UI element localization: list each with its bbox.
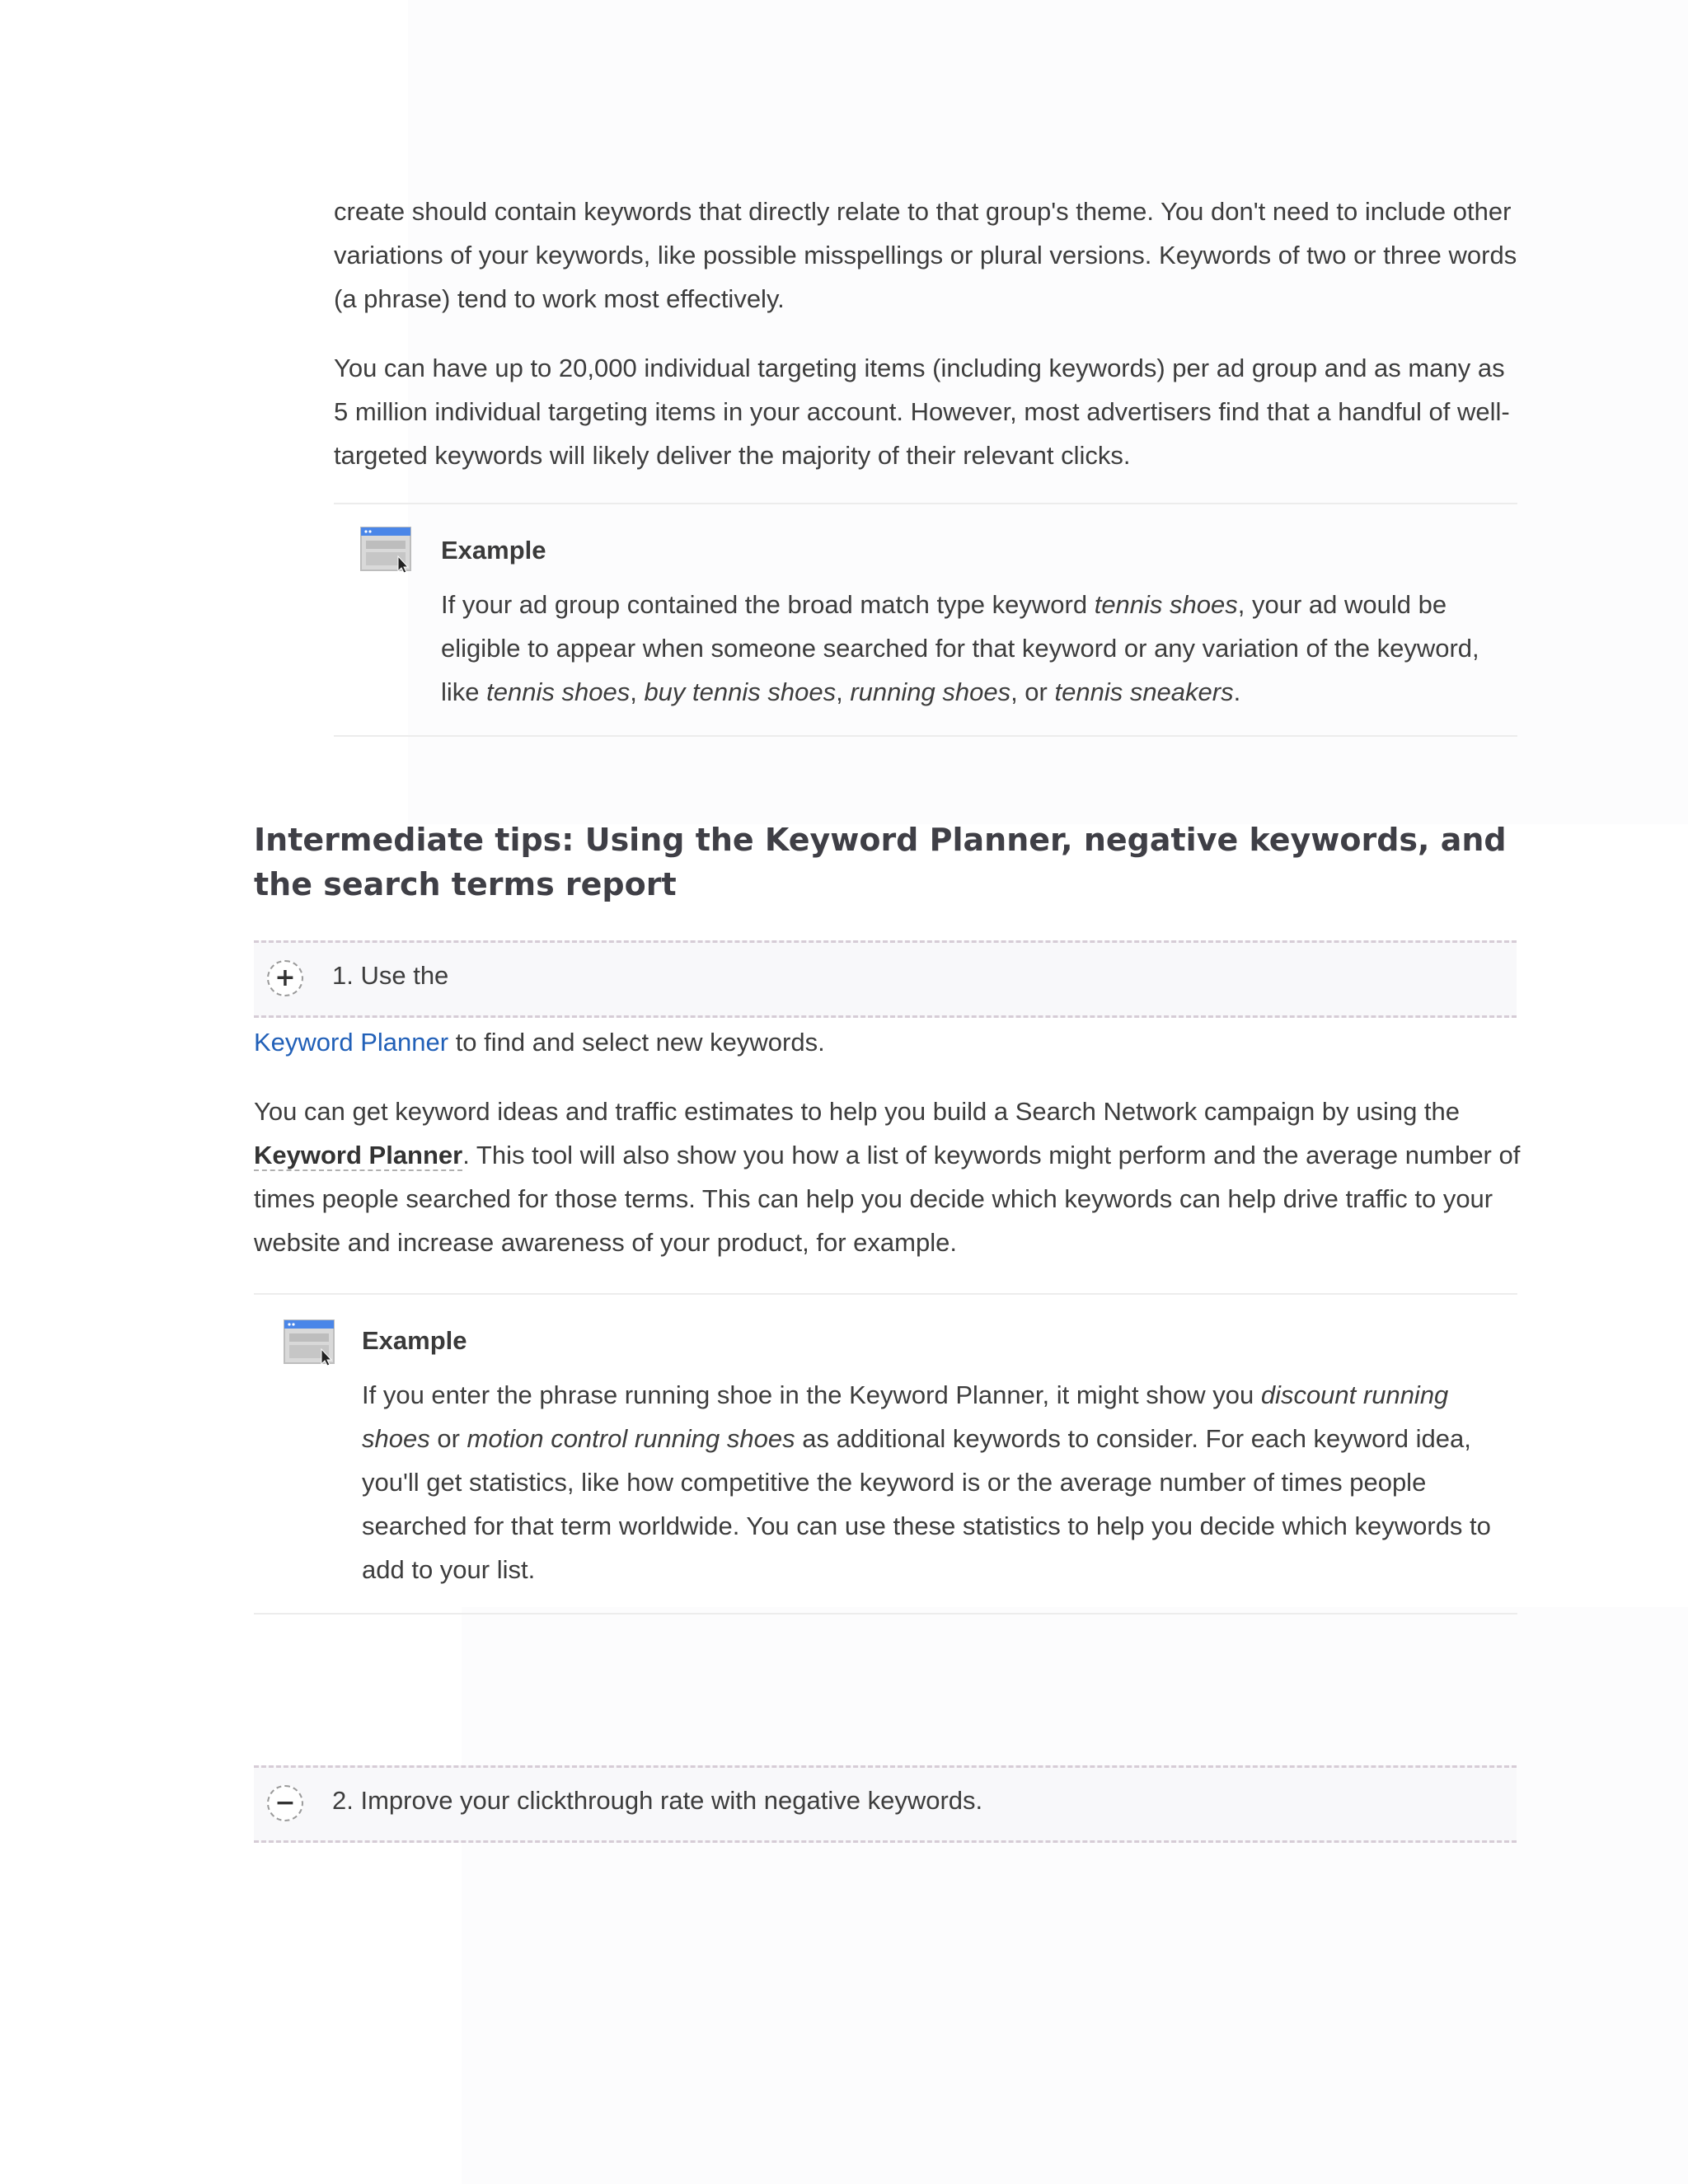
accordion-header-2[interactable] xyxy=(254,1765,1517,1843)
expand-plus-icon[interactable]: + xyxy=(267,960,303,996)
accordion-label: 2. Improve your clickthrough rate with negative keywords. xyxy=(332,1786,983,1815)
browser-window-cursor-icon xyxy=(360,527,413,573)
collapse-minus-icon[interactable]: − xyxy=(267,1785,303,1821)
keyword-planner-paragraph: You can get keyword ideas and traffic estimates to help you build a Search Network campaign by using the Keyword Planner. This tool will also show you how a list of keywords might perform and the average number of times people searched for those terms. This can help you decide which keywords can help drive traffic to your website and increase awareness of your product, for example. xyxy=(254,1097,1521,1257)
accordion-1-continuation: Keyword Planner to find and select new keywords. xyxy=(254,1028,825,1057)
background-panel xyxy=(462,1607,1688,2184)
keyword-planner-term[interactable]: Keyword Planner xyxy=(254,1141,463,1169)
example-box xyxy=(254,1293,1517,1615)
example-text: If your ad group contained the broad match type keyword tennis shoes, your ad would be eligible to appear when someone searched for that keyword or any variation of the keyword, like tennis shoes, buy tennis shoes, running shoes, or tennis sneakers. xyxy=(441,590,1479,706)
browser-window-cursor-icon xyxy=(284,1319,336,1366)
example-title: Example xyxy=(441,536,546,565)
intro-paragraph-2: You can have up to 20,000 individual targeting items (including keywords) per ad group and as many as 5 million individual targeting items in your account. However, most advertisers find that a handful of well-targeted keywords will likely deliver the majority of their relevant clicks. xyxy=(334,354,1510,470)
accordion-header-1[interactable] xyxy=(254,940,1517,1018)
example-text: If you enter the phrase running shoe in the Keyword Planner, it might show you discount running shoes or motion control running shoes as additional keywords to consider. For each keyword idea, you'll get statistics, like how competitive the keyword is or the average number of times people searched for that term worldwide. You can use these statistics to help you decide which keywords to add to your list. xyxy=(362,1380,1491,1584)
accordion-label: 1. Use the xyxy=(332,961,449,990)
example-box xyxy=(334,503,1517,737)
intro-paragraph-1: create should contain keywords that directly relate to that group's theme. You don't need to include other variations of your keywords, like possible misspellings or plural versions. Keywords of two or three words (a phrase) tend to work most effectively. xyxy=(334,197,1517,313)
example-title: Example xyxy=(362,1326,467,1355)
section-heading: Intermediate tips: Using the Keyword Planner, negative keywords, and the search terms report xyxy=(254,822,1507,902)
keyword-planner-link[interactable]: Keyword Planner xyxy=(254,1028,449,1057)
